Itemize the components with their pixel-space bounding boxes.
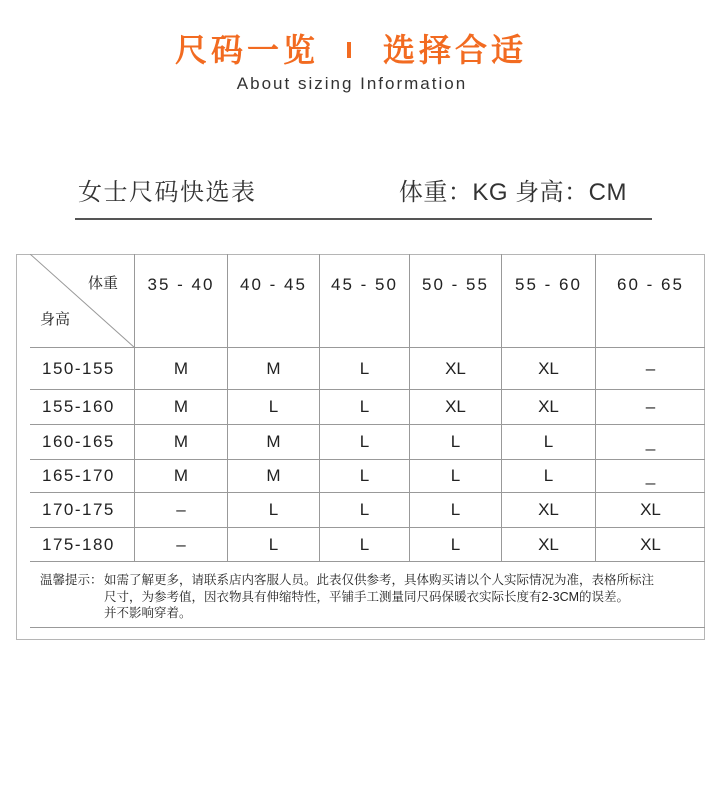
size-value: L: [320, 460, 410, 493]
height-axis-label: 身高: [40, 311, 71, 328]
notes-line: 尺寸，为参考值，因衣物具有伸缩特性，平铺手工测量同尺码保暖衣实际长度有2-3CM的误差。: [104, 589, 630, 604]
notes-line: 如需了解更多，请联系店内客服人员。此表仅供参考，具体购买请以个人实际情况为准，表格所标注: [104, 573, 655, 587]
size-value: M: [228, 348, 320, 390]
weight-axis-label: 体重: [88, 275, 119, 292]
table-title: 女士尺码快选表: [78, 179, 257, 206]
size-value: _: [596, 460, 705, 493]
height-range-label: 155-160: [30, 390, 135, 425]
height-range-label: 160-165: [30, 425, 135, 460]
weight-range-header: 40 - 45: [228, 254, 320, 348]
notes-body: [104, 572, 704, 622]
size-value: L: [410, 493, 502, 528]
notes-line: 并不影响穿着。: [104, 606, 192, 620]
notes-label: 温馨提示：: [40, 573, 103, 587]
subtitle: About sizing Information: [236, 74, 468, 93]
size-table: [30, 254, 705, 562]
size-value: XL: [502, 493, 596, 528]
height-range-label: 175-180: [30, 528, 135, 562]
size-value: M: [135, 460, 228, 493]
table-corner-cell: [30, 254, 135, 348]
weight-range-header: 45 - 50: [320, 254, 410, 348]
height-range-label: 165-170: [30, 460, 135, 493]
weight-range-header: 60 - 65: [596, 254, 705, 348]
size-value: –: [596, 390, 705, 425]
size-value: L: [320, 390, 410, 425]
size-value: XL: [502, 390, 596, 425]
weight-range-header: 50 - 55: [410, 254, 502, 348]
size-value: L: [320, 425, 410, 460]
size-value: L: [502, 460, 596, 493]
size-value: XL: [410, 390, 502, 425]
height-range-label: 170-175: [30, 493, 135, 528]
weight-range-header: 35 - 40: [135, 254, 228, 348]
size-value: M: [228, 460, 320, 493]
size-value: L: [320, 348, 410, 390]
size-value: L: [320, 528, 410, 562]
size-value: L: [228, 528, 320, 562]
size-value: –: [596, 348, 705, 390]
corner-diagonal: [30, 254, 135, 348]
size-value: L: [502, 425, 596, 460]
title-sizing-overview: 尺码一览: [175, 32, 320, 68]
notes-divider: [30, 627, 705, 628]
size-value: M: [228, 425, 320, 460]
size-value: L: [320, 493, 410, 528]
size-value: L: [410, 528, 502, 562]
size-value: –: [135, 493, 228, 528]
size-value: XL: [410, 348, 502, 390]
caption-underline: [75, 218, 652, 220]
size-value: L: [228, 493, 320, 528]
size-value: _: [596, 425, 705, 460]
height-range-label: 150-155: [30, 348, 135, 390]
size-value: XL: [502, 348, 596, 390]
title-separator: [347, 42, 351, 58]
size-value: XL: [596, 493, 705, 528]
size-value: XL: [596, 528, 705, 562]
table-units: 体重：KG 身高：CM: [398, 179, 627, 206]
size-value: L: [410, 460, 502, 493]
size-value: XL: [502, 528, 596, 562]
size-value: L: [410, 425, 502, 460]
title-choose-fit: 选择合适: [383, 32, 528, 68]
size-value: M: [135, 425, 228, 460]
size-value: L: [228, 390, 320, 425]
size-value: M: [135, 348, 228, 390]
size-value: M: [135, 390, 228, 425]
weight-range-header: 55 - 60: [502, 254, 596, 348]
size-value: –: [135, 528, 228, 562]
